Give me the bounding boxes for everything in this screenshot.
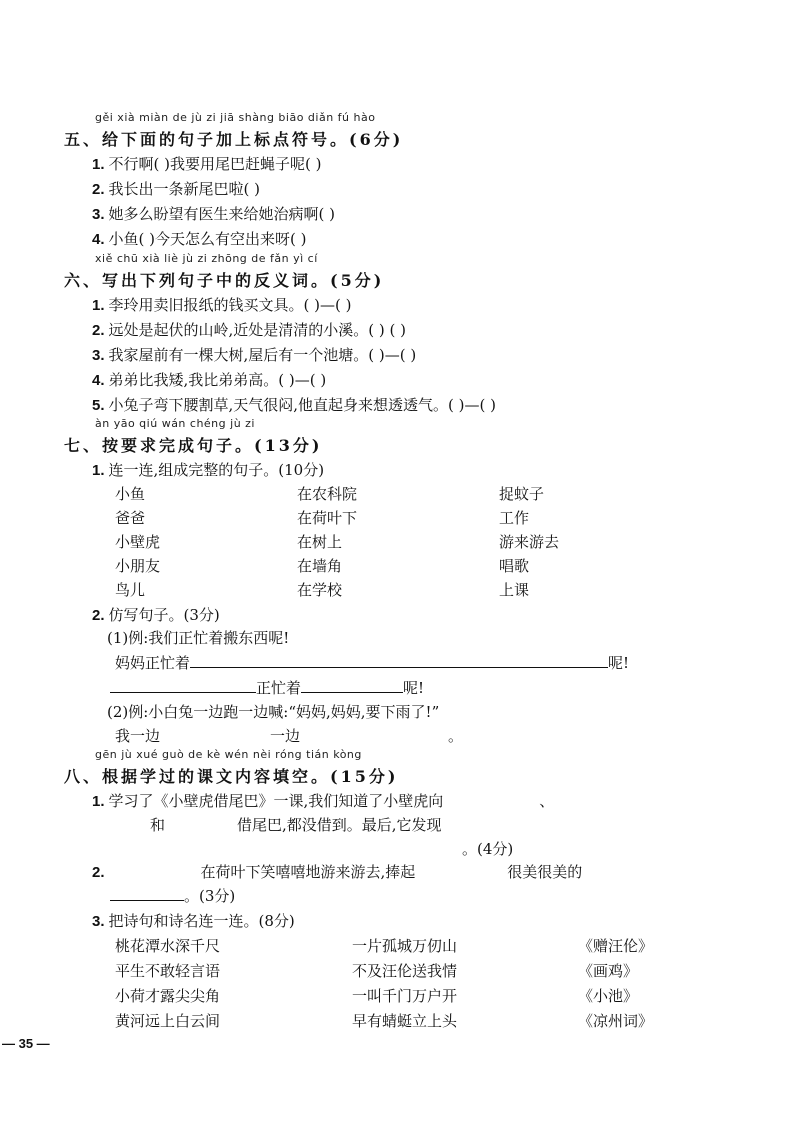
match-col1-item: 小鱼 [115,485,146,503]
match-col3-item: 上课 [499,581,530,599]
sec5-item-4: 4. 小鱼( )今天怎么有空出来呀( ) [92,230,307,248]
sec7-q2-line-1[interactable]: 妈妈正忙着 呢! [115,654,630,672]
poem-line: 桃花潭水深千尺 [115,937,221,955]
sec8-q2-line-2[interactable]: 。(3分) [110,885,235,906]
sec7-q2-example-2: (2)例:小白兔一边跑一边喊:“妈妈,妈妈,要下雨了!” [107,703,440,721]
sec8-title: 八、根据学过的课文内容填空。(15分) [64,767,399,786]
sec7-q2-example-1: (1)例:我们正忙着搬东西呢! [107,629,290,647]
sec7-title: 七、按要求完成句子。(13分) [64,436,323,455]
sec8-q3: 3. 把诗句和诗名连一连。(8分) [92,912,295,930]
match-col2-item: 在荷叶下 [297,509,358,527]
sec7-pinyin: àn yāo qiú wán chéng jù zi [95,417,255,430]
sec5-title: 五、给下面的句子加上标点符号。(6分) [64,130,404,149]
sec7-q2-line-3[interactable]: 我一边 一边 。 [115,727,464,745]
sec6-item-2: 2. 远处是起伏的山岭,近处是清清的小溪。( ) ( ) [92,321,406,339]
poem-line: 小荷才露尖尖角 [115,987,221,1005]
answer-blank [110,886,184,901]
match-col1-item: 小壁虎 [115,533,161,551]
sec8-q1-line-3: 。(4分) [462,840,514,858]
sec7-q1: 1. 连一连,组成完整的句子。(10分) [92,461,325,479]
match-col2-item: 在学校 [297,581,343,599]
page-number: — 35 — [2,1036,50,1051]
poem-line: 一叫千门万户开 [352,987,458,1005]
sec5-item-1: 1. 不行啊( )我要用尾巴赶蝇子呢( ) [92,155,322,173]
poem-title: 《赠汪伦》 [578,937,654,955]
sec8-pinyin: gēn jù xué guò de kè wén nèi róng tián kòng [95,748,362,761]
sec7-q2-line-2[interactable]: 正忙着 呢! [110,677,424,698]
answer-blank [190,653,608,668]
poem-title: 《凉州词》 [578,1012,654,1030]
sec6-item-1: 1. 李玲用卖旧报纸的钱买文具。( )—( ) [92,296,352,314]
sec7-q2: 2. 仿写句子。(3分) [92,606,220,624]
sec6-title: 六、写出下列句子中的反义词。(5分) [64,271,385,290]
answer-blank [301,678,403,693]
match-col1-item: 鸟儿 [115,581,146,599]
sec5-pinyin: gěi xià miàn de jù zi jiā shàng biāo diǎn fú hào [95,111,376,124]
match-col3-item: 捉蚊子 [499,485,545,503]
sec8-q1-line-2: 和 借尾巴,都没借到。最后,它发现 [150,816,442,834]
match-col2-item: 在树上 [297,533,343,551]
poem-line: 早有蜻蜓立上头 [352,1012,458,1030]
poem-title: 《小池》 [578,987,639,1005]
sec6-item-5: 5. 小兔子弯下腰割草,天气很闷,他直起身来想透透气。( )—( ) [92,396,496,414]
sec6-pinyin: xiě chū xià liè jù zi zhōng de fǎn yì cí [95,252,318,265]
match-col3-item: 游来游去 [499,533,560,551]
sec6-item-3: 3. 我家屋前有一棵大树,屋后有一个池塘。( )—( ) [92,346,417,364]
sec8-q2-line-1: 2. 在荷叶下笑嘻嘻地游来游去,捧起 很美很美的 [92,863,583,881]
match-col2-item: 在墙角 [297,557,343,575]
match-col3-item: 唱歌 [499,557,530,575]
sec6-item-4: 4. 弟弟比我矮,我比弟弟高。( )—( ) [92,371,327,389]
poem-title: 《画鸡》 [578,962,639,980]
poem-line: 黄河远上白云间 [115,1012,221,1030]
sec5-item-3: 3. 她多么盼望有医生来给她治病啊( ) [92,205,335,223]
match-col2-item: 在农科院 [297,485,358,503]
match-col1-item: 小朋友 [115,557,161,575]
answer-blank [110,678,256,693]
poem-line: 不及汪伦送我情 [352,962,458,980]
poem-line: 一片孤城万仞山 [352,937,458,955]
match-col1-item: 爸爸 [115,509,146,527]
sec8-q1-line-1: 1. 学习了《小壁虎借尾巴》一课,我们知道了小壁虎向 、 [92,792,555,810]
poem-line: 平生不敢轻言语 [115,962,221,980]
match-col3-item: 工作 [499,509,530,527]
sec5-item-2: 2. 我长出一条新尾巴啦( ) [92,180,260,198]
